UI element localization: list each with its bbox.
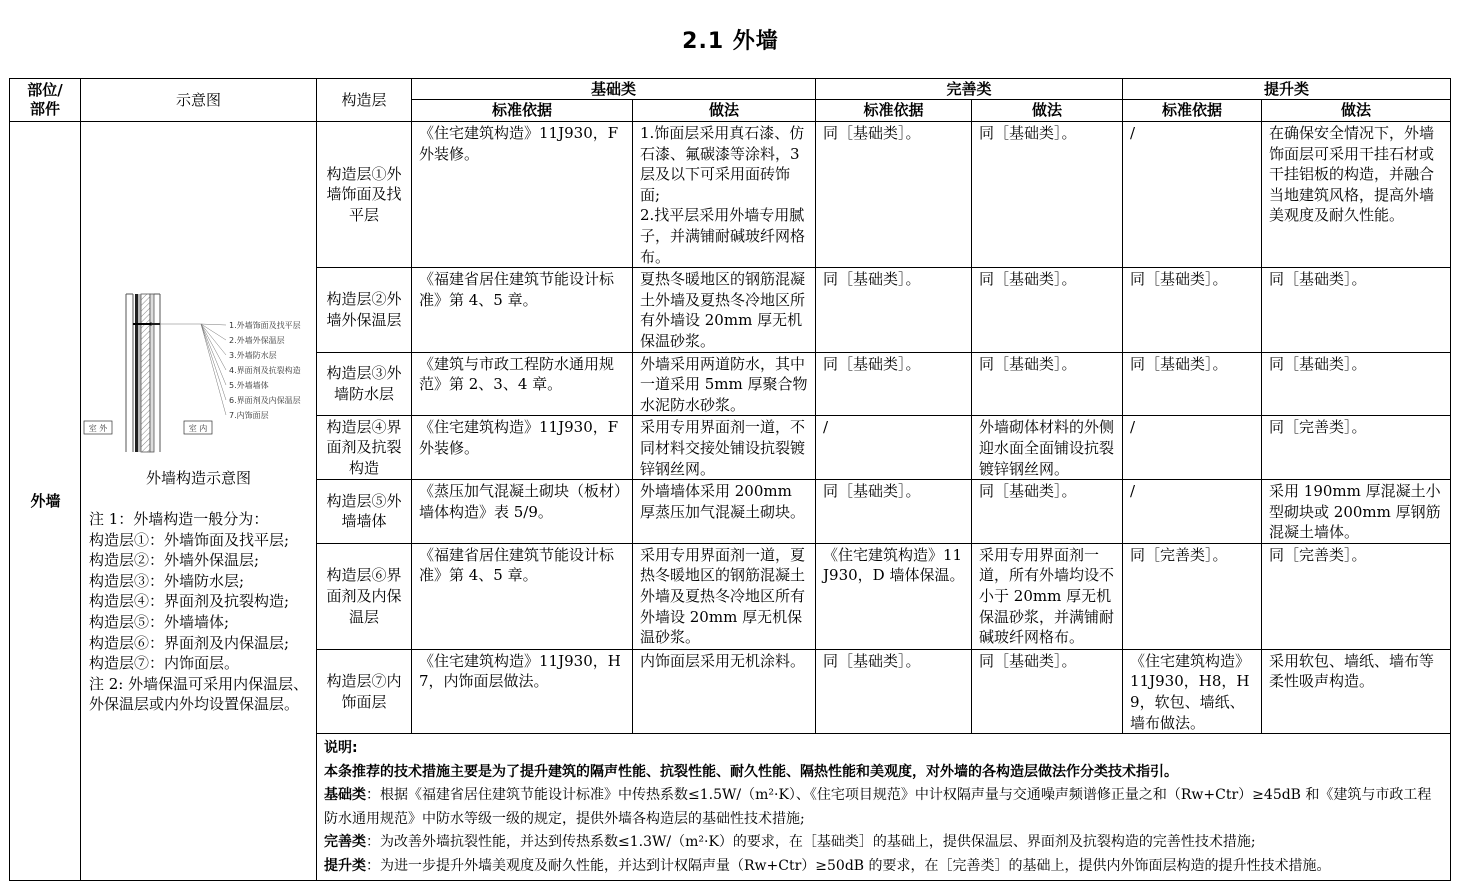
improved-standard-cell: 同［基础类］。 xyxy=(816,480,972,544)
explanation-basic: 基础类：根据《福建省居住建筑节能设计标准》中传热系数≤1.5W/（m²·K）、《住宅项目规范》中计权隔声量与交通噪声频谱修正量之和（Rw+Ctr）≥45dB 和《建筑与市政工程防水通用规范》中防水等级一级的规定，提供外墙各构造层的基础性技术措施; xyxy=(324,787,1432,827)
page-title: 2.1 外墙 xyxy=(682,29,779,54)
basic-standard-cell: 《蒸压加气混凝土砌块（板材）墙体构造》表 5/9。 xyxy=(412,480,633,544)
improved-standard-cell: 同［基础类］。 xyxy=(816,268,972,352)
explanation-heading: 说明: xyxy=(324,740,358,757)
improved-standard-cell: 同［基础类］。 xyxy=(816,649,972,733)
improved-standard-cell: / xyxy=(816,416,972,480)
header-improved-method: 做法 xyxy=(972,100,1123,122)
improved-method-cell: 外墙砌体材料的外侧迎水面全面铺设抗裂镀锌钢丝网。 xyxy=(972,416,1123,480)
note-line: 注 2: 外墙保温可采用内保温层、外保温层或内外均设置保温层。 xyxy=(89,674,309,714)
layer-cell: 构造层①外墙饰面及找平层 xyxy=(317,122,412,268)
header-layer: 构造层 xyxy=(317,79,412,122)
diagram-label: 2.外墙外保温层 xyxy=(229,336,285,345)
upgraded-standard-cell: 《住宅建筑构造》11J930，H8，H9，软包、墙纸、墙布做法。 xyxy=(1123,649,1262,733)
basic-method-cell: 采用专用界面剂一道，不同材料交接处铺设抗裂镀锌钢丝网。 xyxy=(633,416,816,480)
explanation-cell xyxy=(317,734,1451,881)
basic-standard-cell: 《住宅建筑构造》11J930，F 外装修。 xyxy=(412,416,633,480)
header-diagram: 示意图 xyxy=(81,79,317,122)
note-line: 构造层⑤：外墙墙体; xyxy=(89,612,230,631)
basic-standard-cell: 《住宅建筑构造》11J930，F 外装修。 xyxy=(412,122,633,268)
upgraded-method-cell: 同［基础类］。 xyxy=(1262,352,1451,416)
diagram-label: 6.界面剂及内保温层 xyxy=(229,396,301,405)
layer-cell: 构造层③外墙防水层 xyxy=(317,352,412,416)
header-upgraded-method: 做法 xyxy=(1262,100,1451,122)
note-line: 构造层⑦：内饰面层。 xyxy=(89,654,240,673)
basic-method-cell: 采用专用界面剂一道，夏热冬暖地区的钢筋混凝土外墙及夏热冬冷地区所有外墙设 20mm 厚无机保温砂浆。 xyxy=(633,543,816,649)
layer-cell: 构造层④界面剂及抗裂构造 xyxy=(317,416,412,480)
diagram-label: 1.外墙饰面及找平层 xyxy=(229,321,301,330)
basic-standard-cell: 《建筑与市政工程防水通用规范》第 2、3、4 章。 xyxy=(412,352,633,416)
header-part: 部位/ 部件 xyxy=(10,79,81,122)
upgraded-method-cell: 采用软包、墙纸、墙布等柔性吸声构造。 xyxy=(1262,649,1451,733)
layer-cell: 构造层②外墙外保温层 xyxy=(317,268,412,352)
improved-method-cell: 同［基础类］。 xyxy=(972,480,1123,544)
improved-standard-cell: 同［基础类］。 xyxy=(816,122,972,268)
basic-standard-cell: 《住宅建筑构造》11J930，H7，内饰面层做法。 xyxy=(412,649,633,733)
outside-label: 室 外 xyxy=(88,424,108,433)
diagram-cell xyxy=(81,122,317,881)
upgraded-method-cell: 同［完善类］。 xyxy=(1262,416,1451,480)
wall-body xyxy=(141,294,150,452)
upgraded-method-cell: 在确保安全情况下，外墙饰面层可采用干挂石材或干挂铝板的构造，并融合当地建筑风格，提高外墙美观度及耐久性能。 xyxy=(1262,122,1451,268)
note-line: 构造层④：界面剂及抗裂构造; xyxy=(89,592,290,611)
improved-standard-cell: 同［基础类］。 xyxy=(816,352,972,416)
upgraded-method-cell: 采用 190mm 厚混凝土小型砌块或 200mm 厚钢筋混凝土墙体。 xyxy=(1262,480,1451,544)
diagram-label: 4.界面剂及抗裂构造 xyxy=(229,366,301,375)
upgraded-standard-cell: / xyxy=(1123,480,1262,544)
note-line: 构造层⑥：界面剂及内保温层; xyxy=(89,633,290,652)
basic-method-cell: 1.饰面层采用真石漆、仿石漆、氟碳漆等涂料，3 层及以下可采用面砖饰面; 2.找平层采用外墙专用腻子，并满铺耐碱玻纤网格布。 xyxy=(633,122,816,268)
note-line: 注 1：外墙构造一般分为： xyxy=(89,510,269,528)
wall-section-diagram xyxy=(81,122,316,462)
upgraded-standard-cell: / xyxy=(1123,122,1262,268)
improved-method-cell: 同［基础类］。 xyxy=(972,649,1123,733)
upgraded-standard-cell: 同［基础类］。 xyxy=(1123,268,1262,352)
header-improved: 完善类 xyxy=(816,79,1123,100)
improved-method-cell: 同［基础类］。 xyxy=(972,268,1123,352)
diagram-label: 5.外墙墙体 xyxy=(229,381,269,390)
diagram-notes xyxy=(89,509,317,715)
basic-standard-cell: 《福建省居住建筑节能设计标准》第 4、5 章。 xyxy=(412,543,633,649)
finish-layer xyxy=(135,294,138,452)
basic-method-cell: 内饰面层采用无机涂料。 xyxy=(633,649,816,733)
part-cell: 外墙 xyxy=(10,122,81,881)
upgraded-standard-cell: / xyxy=(1123,416,1262,480)
header-upgraded-standard: 标准依据 xyxy=(1123,100,1262,122)
basic-method-cell: 外墙墙体采用 200mm 厚蒸压加气混凝土砌块。 xyxy=(633,480,816,544)
layer-cell: 构造层⑦内饰面层 xyxy=(317,649,412,733)
basic-standard-cell: 《福建省居住建筑节能设计标准》第 4、5 章。 xyxy=(412,268,633,352)
upgraded-method-cell: 同［完善类］。 xyxy=(1262,543,1451,649)
layer-cell: 构造层⑥界面剂及内保温层 xyxy=(317,543,412,649)
note-line: 构造层③：外墙防水层; xyxy=(89,571,245,590)
explanation-improved: 完善类：为改善外墙抗裂性能，并达到传热系数≤1.3W/（m²·K）的要求，在［基础类］的基础上，提供保温层、界面剂及抗裂构造的完善性技术措施; xyxy=(324,834,1256,851)
table-row xyxy=(10,122,1451,268)
header-improved-standard: 标准依据 xyxy=(816,100,972,122)
improved-method-cell: 同［基础类］。 xyxy=(972,352,1123,416)
note-line: 构造层②：外墙外保温层; xyxy=(89,551,260,570)
diagram-label: 7.内饰面层 xyxy=(229,411,269,420)
explanation-upgraded: 提升类：为进一步提升外墙美观度及耐久性能，并达到计权隔声量（Rw+Ctr）≥50dB 的要求，在［完善类］的基础上，提供内外饰面层构造的提升性技术措施。 xyxy=(324,857,1331,874)
header-basic-method: 做法 xyxy=(633,100,816,122)
header-basic-standard: 标准依据 xyxy=(412,100,633,122)
upgraded-method-cell: 同［基础类］。 xyxy=(1262,268,1451,352)
basic-method-cell: 夏热冬暖地区的钢筋混凝土外墙及夏热冬冷地区所有外墙设 20mm 厚无机保温砂浆。 xyxy=(633,268,816,352)
upgraded-standard-cell: 同［完善类］。 xyxy=(1123,543,1262,649)
header-basic: 基础类 xyxy=(412,79,816,100)
layer-cell: 构造层⑤外墙墙体 xyxy=(317,480,412,544)
diagram-label: 3.外墙防水层 xyxy=(229,351,277,360)
exterior-wall-table xyxy=(9,78,1451,881)
upgraded-standard-cell: 同［基础类］。 xyxy=(1123,352,1262,416)
basic-method-cell: 外墙采用两道防水，其中一道采用 5mm 厚聚合物水泥防水砂浆。 xyxy=(633,352,816,416)
inside-label: 室 内 xyxy=(188,424,208,433)
improved-method-cell: 采用专用界面剂一道，所有外墙均设不小于 20mm 厚无机保温砂浆，并满铺耐碱玻纤网格布。 xyxy=(972,543,1123,649)
note-line: 构造层①：外墙饰面及找平层; xyxy=(89,530,290,549)
diagram-caption: 外墙构造示意图 xyxy=(145,469,251,487)
explanation-summary: 本条推荐的技术措施主要是为了提升建筑的隔声性能、抗裂性能、耐久性能、隔热性能和美观度，对外墙的各构造层做法作分类技术指引。 xyxy=(324,763,1178,780)
header-upgraded: 提升类 xyxy=(1123,79,1451,100)
improved-method-cell: 同［基础类］。 xyxy=(972,122,1123,268)
improved-standard-cell: 《住宅建筑构造》11J930，D 墙体保温。 xyxy=(816,543,972,649)
